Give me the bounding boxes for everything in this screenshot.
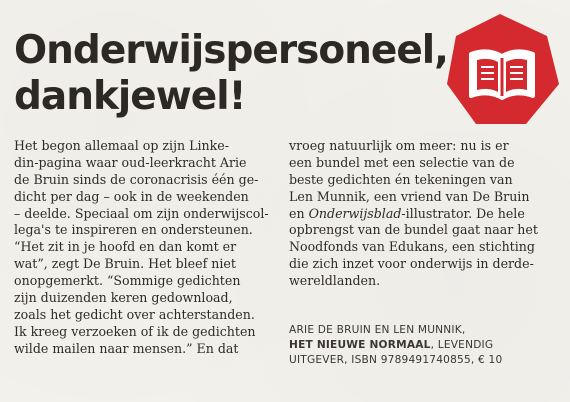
body-line: Len Munnik, een vriend van De Bruin [289,188,530,204]
body-line: “Het zit in je hoofd en dan komt er [14,239,237,255]
body-line: dicht per dag – ook in de weekenden [14,188,249,204]
body-line: Het begon allemaal op zijn Linke- [14,138,229,153]
body-line: die zich inzet voor onderwijs in derde- [289,256,534,272]
body-line: lega's te inspireren en ondersteunen. [14,222,253,238]
credit-title-line [289,338,565,353]
body-line: zoals het gedicht over achterstanden. [14,306,255,322]
body-line: de Bruin sinds de coronacrisis één ge- [14,171,259,187]
body-line: opbrengst van de bundel gaat naar het [289,222,538,238]
body-line: vroeg natuurlijk om meer: nu is er [289,138,509,153]
body-text: -illustrator. De hele [401,205,525,221]
headline-line-2: dankjewel! [14,74,246,119]
credit-publisher-isbn-price: UITGEVER, ISBN 9789491740855, € 10 [289,354,503,366]
body-line: een bundel met een selectie van de [289,154,515,170]
body-line: zijn duizenden keren gedownload, [14,290,233,306]
body-line: beste gedichten én tekeningen van [289,171,513,187]
body-line: wereldlanden. [289,273,381,289]
book-title: HET NIEUWE NORMAAL [289,339,431,351]
credit-publisher-start: , LEVENDIG [430,339,494,351]
body-text: en [289,205,309,221]
body-line: wilde mailen naar mensen.” En dat [14,340,239,356]
body-line: din-pagina waar oud-leerkracht Arie [14,154,247,170]
body-line: – deelde. Speciaal om zijn onderwijscol- [14,205,269,221]
body-column-left [14,138,269,358]
body-line: Ik kreeg verzoeken of ik de gedichten [14,323,256,339]
body-line-italic-mix [289,206,561,223]
headline-line-1: Onderwijspersoneel, [14,28,448,73]
book-badge [444,12,562,130]
body-column-right [289,138,561,290]
open-book-icon [444,12,562,130]
book-credit [289,323,565,368]
credit-authors: ARIE DE BRUIN EN LEN MUNNIK, [289,324,466,336]
body-line: Noodfonds van Edukans, een stichting [289,239,535,255]
body-line: onopgemerkt. “Sommige gedichten [14,273,241,289]
magazine-title: Onderwijsblad [308,205,402,221]
article-headline [14,28,454,120]
body-line: wat”, zegt De Bruin. Het bleef niet [14,256,236,272]
